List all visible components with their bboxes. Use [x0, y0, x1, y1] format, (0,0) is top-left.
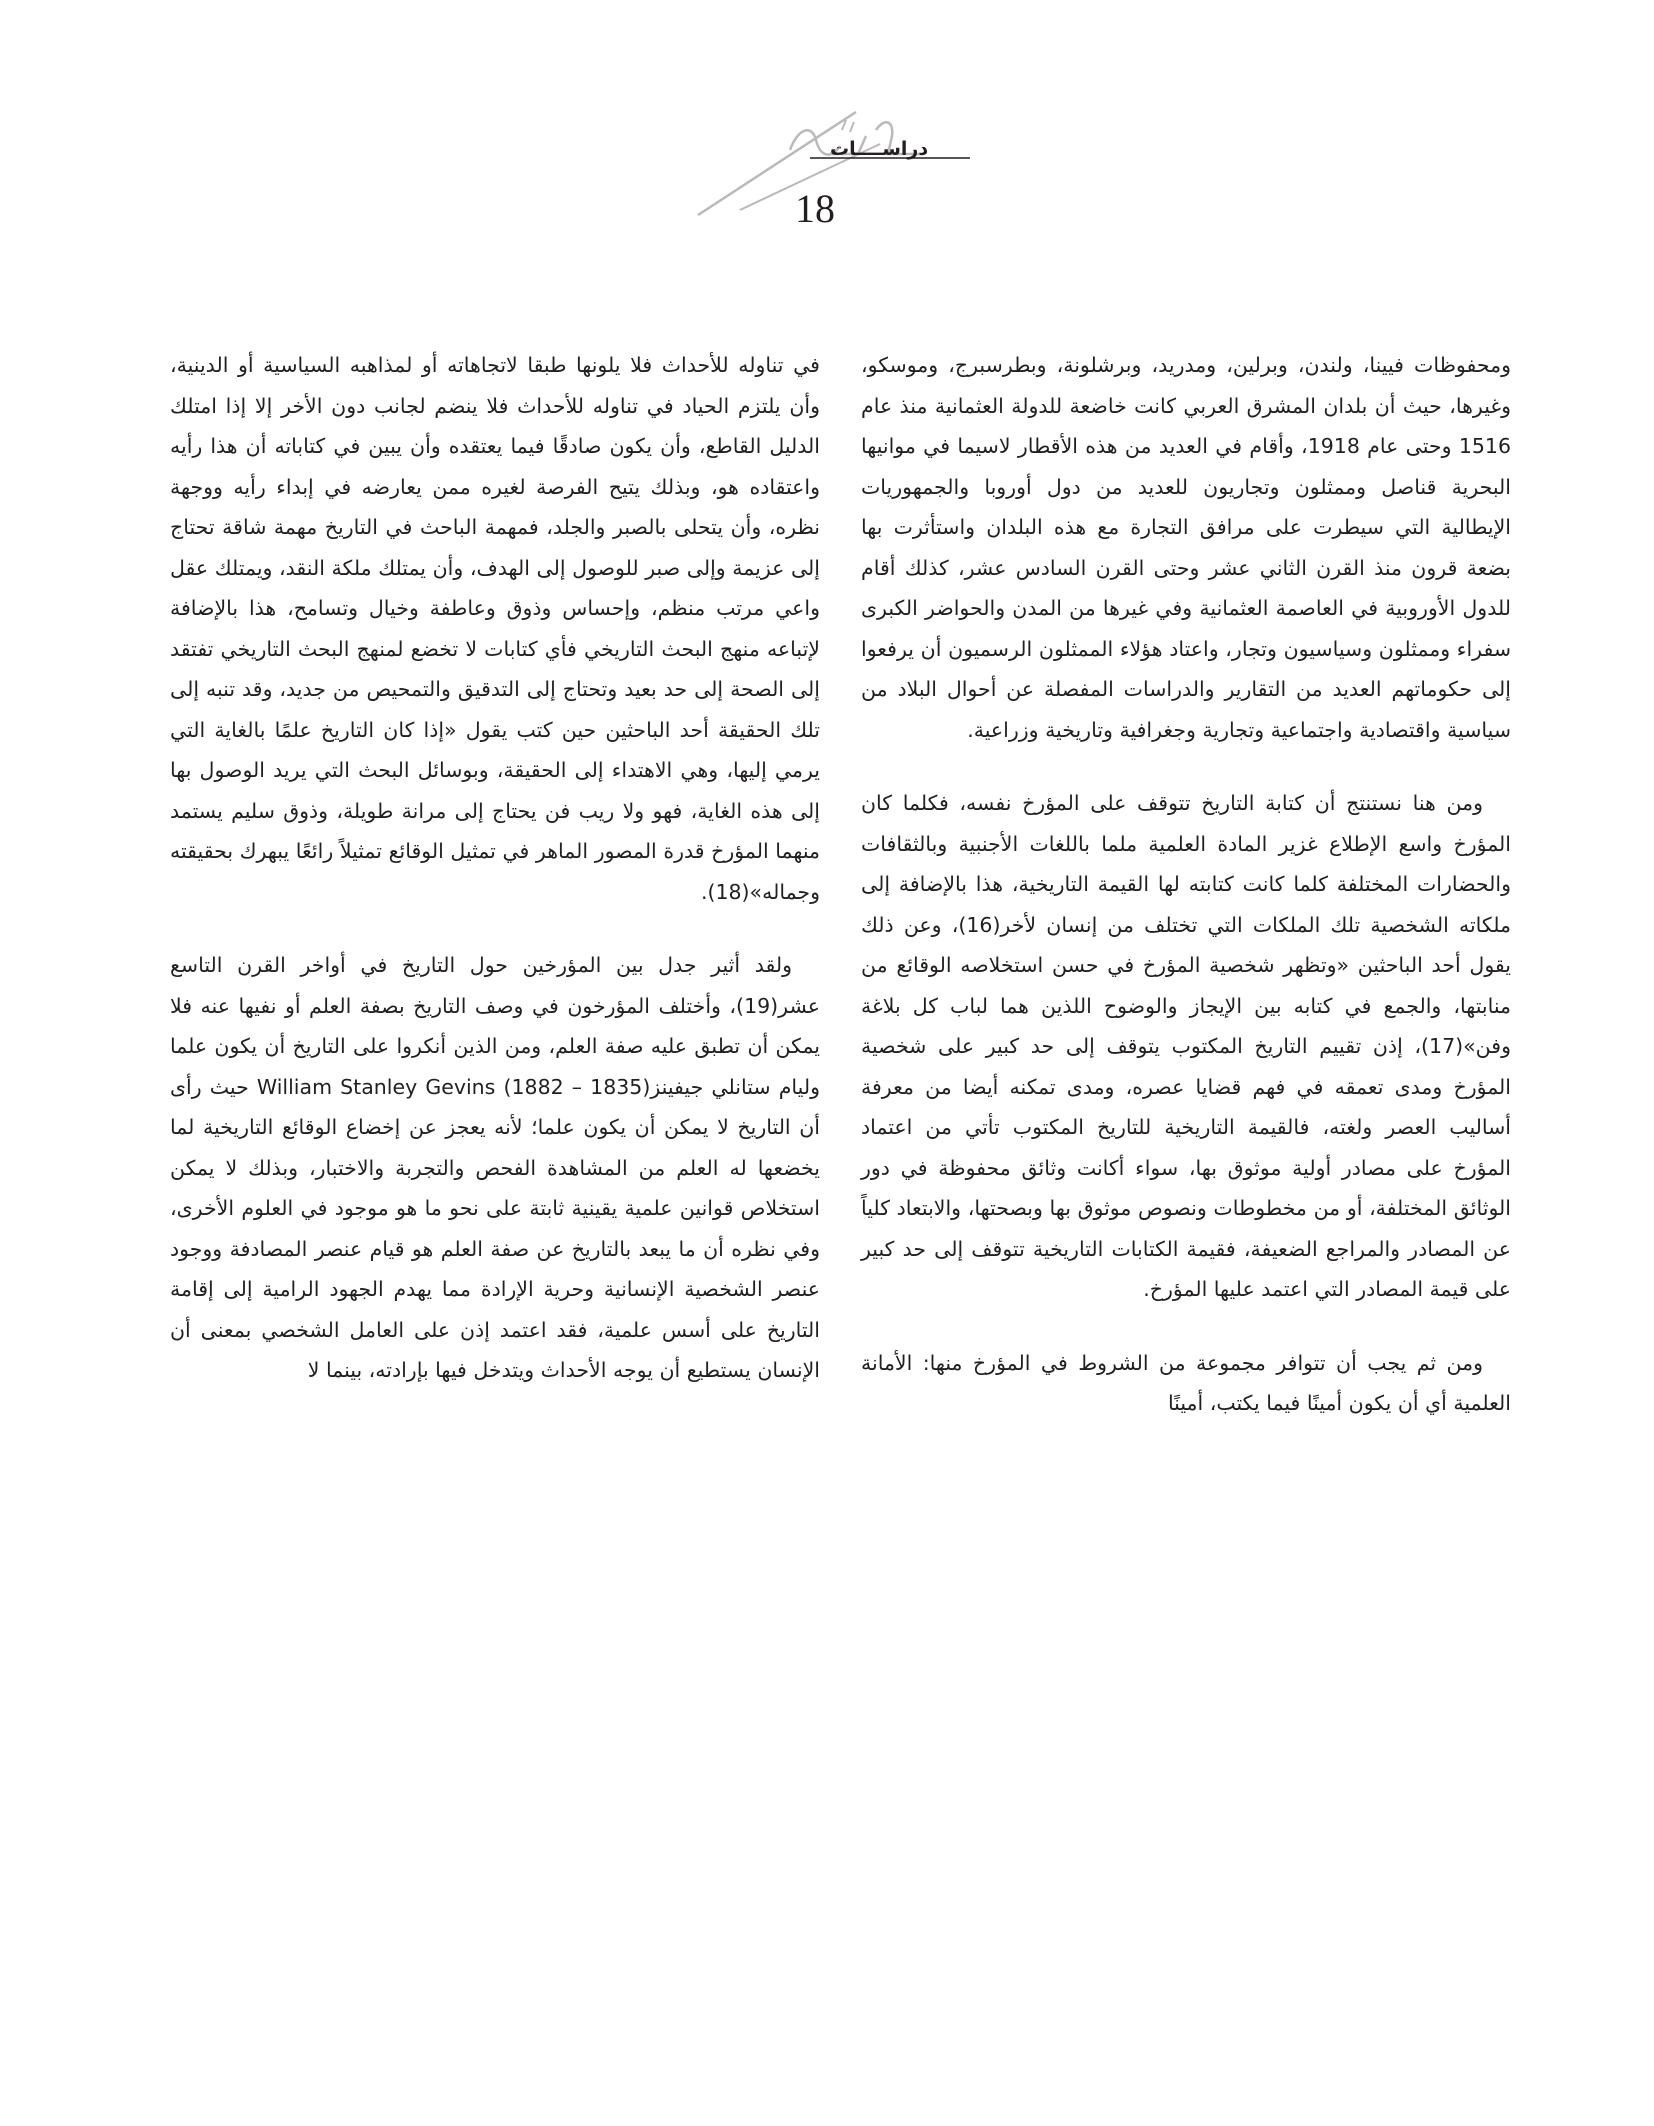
paragraph: في تناوله للأحداث فلا يلونها طبقا لاتجاهاته أو لمذاهبه السياسية أو الدينية، وأن يلتزم الحياد في تناوله للأحداث فلا ينضم لجانب دون الأخر إلا إذا امتلك الدليل القاطع، وأن يكون صادقًا فيما يعتقده وأن يبين في كتاباته أن هذا رأيه واعتقاده هو، وبذلك يتيح الفرصة لغيره ممن يعارضه في إبداء رأيه ووجهة نظره، وأن يتحلى بالصبر والجلد، فمهمة الباحث في التاريخ مهمة شاقة تحتاج إلى عزيمة وإلى صبر للوصول إلى الهدف، وأن يمتلك ملكة النقد، ويمتلك عقل واعي مرتب منظم، وإحساس وذوق وعاطفة وخيال وتسامح، هذا بالإضافة لإتباعه منهج البحث التاريخي فأي كتابات لا تخضع لمنهج البحث التاريخي تفتقد إلى الصحة إلى حد بعيد وتحتاج إلى التدقيق والتمحيص من جديد، وقد تنبه إلى تلك الحقيقة أحد الباحثين حين كتب يقول «إذا كان التاريخ علمًا بالغاية التي يرمي إليها، وهي الاهتداء إلى الحقيقة، وبوسائل البحث التي يريد الوصول بها إلى هذه الغاية، فهو ولا ريب فن يحتاج إلى مرانة طويلة، وذوق سليم يستمد منهما المؤرخ قدرة المصور الماهر في تمثيل الوقائع تمثيلاً رائعًا يبهرك بحقيقته وجماله»(18).: [170, 353, 820, 904]
paragraph: ومحفوظات فيينا، ولندن، وبرلين، ومدريد، وبرشلونة، وبطرسبرج، وموسكو، وغيرها، حيث أن بلدان المشرق العربي كانت خاضعة للدولة العثمانية منذ عام 1516 وحتى عام 1918، وأقام في العديد من هذه الأقطار لاسيما في موانيها البحرية قناصل وممثلون وتجاريون للعديد من دول أوروبا والجمهوريات الإيطالية التي سيطرت على مرافق التجارة مع هذه البلدان واستأثرت بها بضعة قرون منذ القرن الثاني عشر وحتى القرن السادس عشر، كذلك أقام للدول الأوروبية في العاصمة العثمانية وفي غيرها من المدن والحواضر الكبرى سفراء وممثلون وسياسيون وتجار، واعتاد هؤلاء الممثلون الرسميون أن يرفعوا إلى حكوماتهم العديد من التقارير والدراسات المفصلة عن أحوال البلاد من سياسية واقتصادية واجتماعية وتجارية وجغرافية وتاريخية وزراعية.: [861, 353, 1511, 742]
paragraph: [170, 945, 820, 1391]
english-name: William Stanley Gevins: [256, 1074, 496, 1099]
paragraph-text-end: حيث رأى أن التاريخ لا يمكن أن يكون علما؛ لأنه يعجز عن إخضاع الوقائع التاريخية لما يخضعها له العلم من المشاهدة الفحص والتجربة والاختبار، وبذلك لا يمكن استخلاص قوانين علمية يقينية ثابتة على نحو ما هو موجود في العلوم الأخرى، وفي نظره أن ما يبعد بالتاريخ عن صفة العلم هو قيام عنصر المصادفة ووجود عنصر الشخصية الإنسانية وحرية الإرادة مما يهدم الجهود الرامية إلى إقامة التاريخ على أسس علمية، فقد اعتمد إذن على العامل الشخصي بمعنى أن الإنسان يستطيع أن يوجه الأحداث ويتدخل فيها بإرادته، بينما لا: [170, 1074, 820, 1382]
paragraph: ومن ثم يجب أن تتوافر مجموعة من الشروط في المؤرخ منها: الأمانة العلمية أي أن يكون أمينًا فيما يكتب، أمينًا: [861, 1350, 1511, 1415]
paragraph-text-start: ولقد أثير جدل بين المؤرخين حول التاريخ في أواخر القرن التاسع عشر(19)، وأختلف المؤرخون في وصف التاريخ بصفة العلم أو نفيها عنه فلا يمكن أن تطبق عليه صفة العلم، ومن الذين أنكروا على التاريخ أن يكون علما وليام ستانلي جيفينز(1835 – 1882): [170, 953, 820, 1099]
left-text-column: [170, 345, 820, 1391]
paragraph: ومن هنا نستنتج أن كتابة التاريخ تتوقف على المؤرخ نفسه، فكلما كان المؤرخ واسع الإطلاع غزير المادة العلمية ملما باللغات الأجنبية وبالثقافات والحضارات المختلفة كلما كانت كتابته لها القيمة التاريخية، هذا بالإضافة إلى ملكاته الشخصية تلك الملكات التي تختلف من إنسان لأخر(16)، وعن ذلك يقول أحد الباحثين «وتظهر شخصية المؤرخ في حسن استخلاصه الوقائع من منابتها، والجمع في كتابه بين الإيجاز والوضوح اللذين هما لباب كل بلاغة وفن»(17)، إذن تقييم التاريخ المكتوب يتوقف إلى حد كبير على شخصية المؤرخ ومدى تعمقه في فهم قضايا عصره، ومدى تمكنه أيضا من معرفة أساليب العصر ولغته، فالقيمة التاريخية للتاريخ المكتوب تأتي من اعتماد المؤرخ على مصادر أولية موثوق بها، سواء أكانت وثائق محفوظة في دور الوثائق المختلفة، أو من مخطوطات ونصوص موثوق بها وبصحتها، والابتعاد كلياً عن المصادر والمراجع الضعيفة، فقيمة الكتابات التاريخية تتوقف إلى حد كبير على قيمة المصادر التي اعتمد عليها المؤرخ.: [861, 791, 1511, 1301]
section-label: دراســــات: [830, 138, 929, 160]
right-text-column: [861, 345, 1511, 1424]
page-number: 18: [795, 186, 835, 231]
page-header: [680, 110, 980, 240]
